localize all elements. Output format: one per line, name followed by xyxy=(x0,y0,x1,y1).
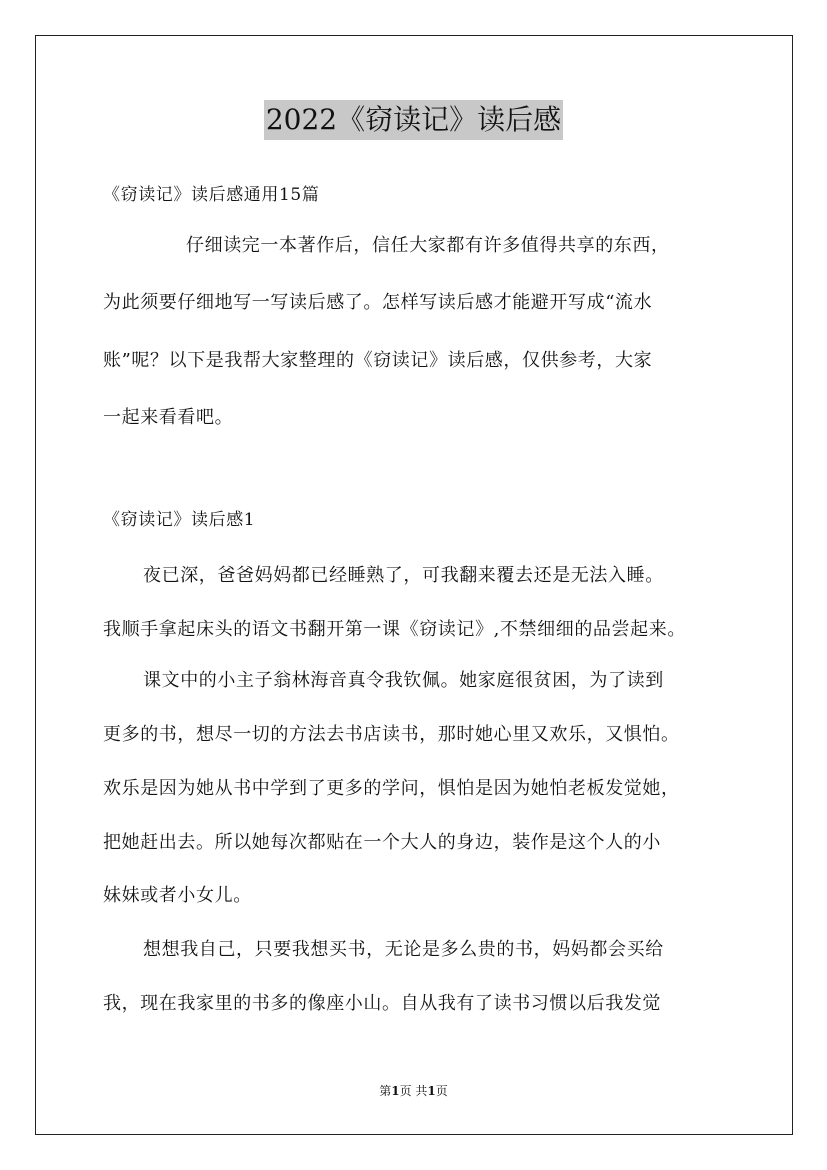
body-line-8: 想想我自己，只要我想买书，无论是多么贵的书，妈妈都会买给 xyxy=(143,939,664,960)
title-wrap xyxy=(0,100,827,140)
footer-page-current: 1 xyxy=(391,1084,400,1098)
document-subtitle: 《窃读记》读后感通用15篇 xyxy=(103,185,320,205)
intro-line-1: 仔细读完一本著作后，信任大家都有许多值得共享的东西， xyxy=(186,235,670,256)
body-line-1: 夜已深，爸爸妈妈都已经睡熟了，可我翻来覆去还是无法入睡。 xyxy=(143,565,664,586)
footer-suffix: 页 xyxy=(435,1084,448,1098)
intro-line-4: 一起来看看吧。 xyxy=(103,407,234,428)
section-heading: 《窃读记》读后感1 xyxy=(103,510,256,530)
page-footer xyxy=(0,1083,827,1099)
body-line-9: 我，现在我家里的书多的像座小山。自从我有了读书习惯以后我发觉 xyxy=(103,993,661,1014)
footer-mid: 页 共 xyxy=(399,1084,428,1098)
footer-page-total: 1 xyxy=(427,1084,436,1098)
body-line-2: 我顺手拿起床头的语文书翻开第一课《窃读记》,不禁细细的品尝起来。 xyxy=(103,619,686,640)
body-line-6: 把她赶出去。所以她每次都贴在一个大人的身边，装作是这个人的小 xyxy=(103,832,661,853)
document-title: 2022《窃读记》读后感 xyxy=(264,100,563,140)
body-line-7: 妹妹或者小女儿。 xyxy=(103,885,252,906)
body-line-3: 课文中的小主子翁林海音真令我钦佩。她家庭很贫困，为了读到 xyxy=(143,670,664,691)
intro-line-2: 为此须要仔细地写一写读后感了。怎样写读后感才能避开写成“流水 xyxy=(103,292,653,313)
body-line-5: 欢乐是因为她从书中学到了更多的学问，惧怕是因为她怕老板发觉她， xyxy=(103,778,680,799)
intro-line-3: 账”呢？以下是我帮大家整理的《窃读记》读后感，仅供参考，大家 xyxy=(103,350,653,371)
footer-prefix: 第 xyxy=(379,1084,392,1098)
body-line-4: 更多的书，想尽一切的方法去书店读书，那时她心里又欢乐，又惧怕。 xyxy=(103,724,680,745)
